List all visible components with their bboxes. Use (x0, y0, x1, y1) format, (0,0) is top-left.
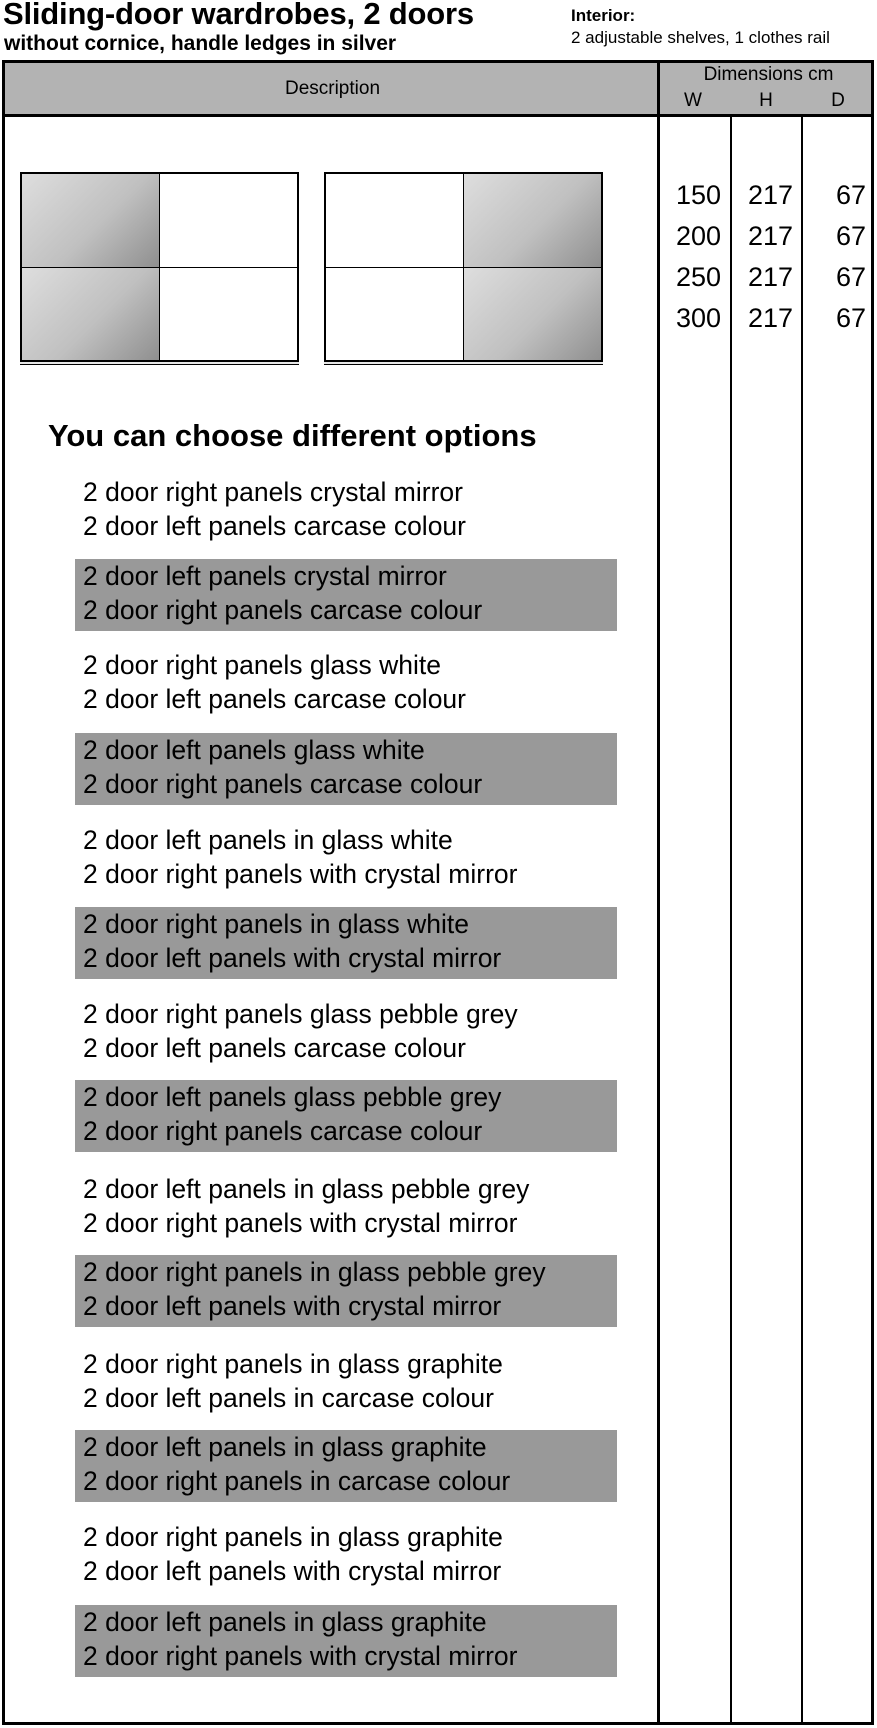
height-column-header: H (759, 90, 773, 111)
wardrobe-front (20, 172, 299, 362)
wardrobe-front (324, 172, 603, 362)
option-item (75, 559, 617, 631)
option-line-1: 2 door right panels in glass graphite (83, 1522, 503, 1552)
option-line-1: 2 door left panels glass white (83, 735, 425, 765)
option-line-2: 2 door right panels with crystal mirror (83, 859, 518, 889)
option-line-2: 2 door right panels in carcase colour (83, 1466, 511, 1496)
option-line-2: 2 door left panels carcase colour (83, 684, 466, 714)
option-line-2: 2 door left panels in carcase colour (83, 1383, 494, 1413)
option-item (75, 1347, 617, 1419)
dimension-width: 300 (675, 303, 721, 333)
option-line-1: 2 door right panels glass white (83, 650, 441, 680)
page-title: Sliding-door wardrobes, 2 doors (3, 0, 474, 31)
dimension-depth: 67 (835, 221, 866, 251)
option-line-1: 2 door left panels crystal mirror (83, 561, 447, 591)
dimension-height: 217 (747, 221, 793, 251)
dimension-height: 217 (747, 262, 793, 292)
option-item (75, 1605, 617, 1677)
option-line-2: 2 door right panels carcase colour (83, 769, 483, 799)
dimension-depth: 67 (835, 180, 866, 210)
description-column-divider (657, 63, 660, 1725)
interior-label: Interior: (571, 6, 636, 25)
mirror-panel (463, 267, 602, 361)
mirror-panel (21, 267, 160, 361)
option-item (75, 475, 617, 547)
carcase-panel (159, 267, 298, 361)
page-subtitle: without cornice, handle ledges in silver (4, 32, 397, 55)
interior-text: 2 adjustable shelves, 1 clothes rail (571, 28, 830, 47)
door-rail (324, 361, 603, 365)
wardrobe-right-mirror-illustration (324, 172, 603, 367)
option-line-2: 2 door right panels with crystal mirror (83, 1208, 518, 1238)
dimension-width: 200 (675, 221, 721, 251)
dimension-depth: 67 (835, 262, 866, 292)
option-line-2: 2 door left panels with crystal mirror (83, 1291, 502, 1321)
carcase-panel (159, 173, 298, 268)
door-rail (20, 361, 299, 365)
option-item (75, 997, 617, 1069)
option-item (75, 1255, 617, 1327)
option-line-2: 2 door right panels carcase colour (83, 595, 483, 625)
option-item (75, 823, 617, 895)
option-line-2: 2 door left panels carcase colour (83, 511, 466, 541)
options-heading: You can choose different options (48, 418, 537, 453)
option-line-1: 2 door left panels in glass pebble grey (83, 1174, 530, 1204)
dimension-height: 217 (747, 303, 793, 333)
mirror-panel (463, 173, 602, 268)
width-column-header: W (684, 90, 702, 111)
option-line-2: 2 door right panels with crystal mirror (83, 1641, 518, 1671)
option-line-1: 2 door right panels crystal mirror (83, 477, 463, 507)
description-header: Description (284, 78, 381, 99)
option-item (75, 733, 617, 805)
option-item (75, 1430, 617, 1502)
carcase-panel (325, 267, 464, 361)
option-item (75, 1520, 617, 1592)
dimension-height: 217 (747, 180, 793, 210)
option-line-2: 2 door right panels carcase colour (83, 1116, 483, 1146)
option-item (75, 648, 617, 720)
option-line-2: 2 door left panels with crystal mirror (83, 1556, 502, 1586)
option-line-1: 2 door left panels in glass graphite (83, 1607, 487, 1637)
dimension-width: 150 (675, 180, 721, 210)
option-line-1: 2 door left panels glass pebble grey (83, 1082, 502, 1112)
option-line-2: 2 door left panels with crystal mirror (83, 943, 502, 973)
option-line-1: 2 door right panels in glass graphite (83, 1349, 503, 1379)
wardrobe-left-mirror-illustration (20, 172, 299, 367)
carcase-panel (325, 173, 464, 268)
width-column-divider (730, 117, 732, 1725)
height-column-divider (801, 117, 803, 1725)
dimension-width: 250 (675, 262, 721, 292)
option-item (75, 1080, 617, 1152)
option-item (75, 1172, 617, 1244)
option-line-2: 2 door left panels carcase colour (83, 1033, 466, 1063)
mirror-panel (21, 173, 160, 268)
option-line-1: 2 door right panels in glass white (83, 909, 469, 939)
option-line-1: 2 door left panels in glass graphite (83, 1432, 487, 1462)
option-line-1: 2 door right panels glass pebble grey (83, 999, 518, 1029)
depth-column-header: D (831, 90, 845, 111)
option-line-1: 2 door right panels in glass pebble grey (83, 1257, 546, 1287)
dimensions-header: Dimensions cm (703, 64, 834, 85)
option-line-1: 2 door left panels in glass white (83, 825, 453, 855)
option-item (75, 907, 617, 979)
dimensions-list (665, 175, 875, 345)
dimension-depth: 67 (835, 303, 866, 333)
